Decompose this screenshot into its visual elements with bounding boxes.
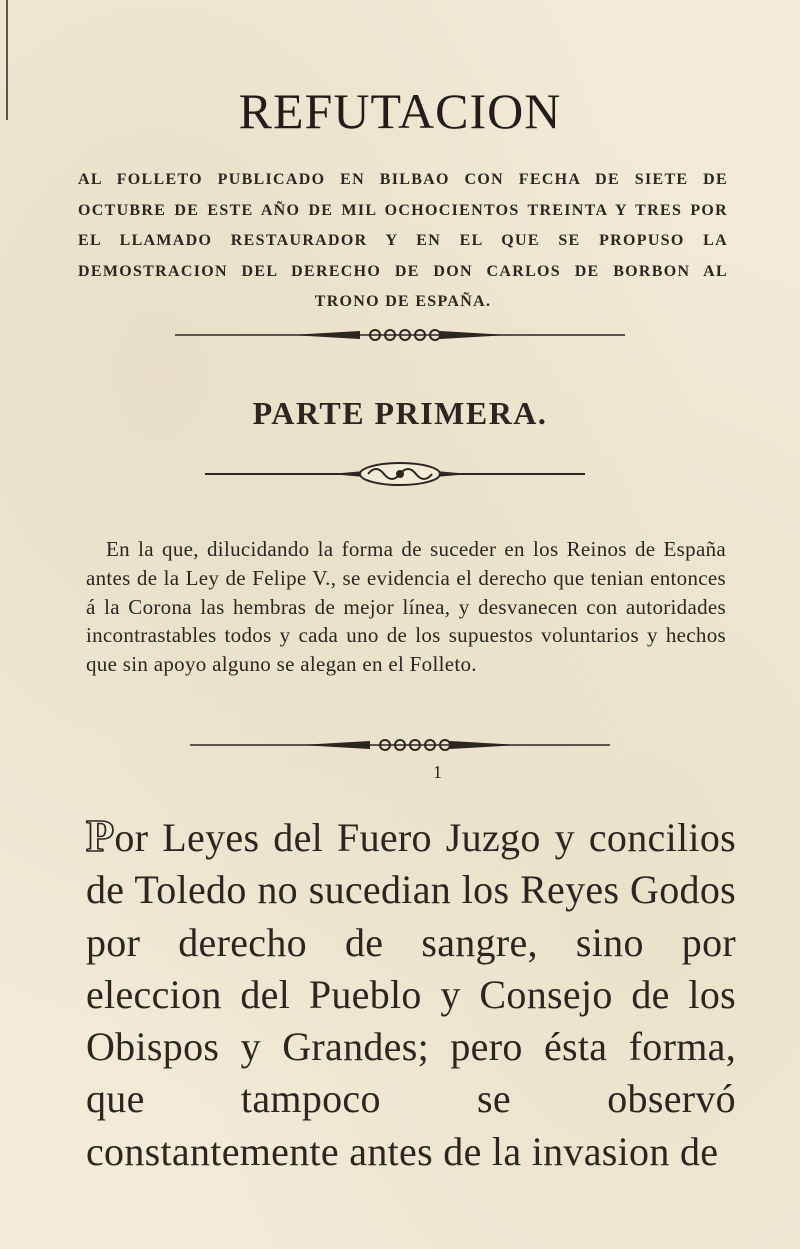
ornament-divider-bottom <box>0 735 800 755</box>
body-text <box>86 810 736 1178</box>
body-text-content: or Leyes del Fuero Juzgo y concilios de Toledo no sucedian los Reyes Godos por derecho de sangre, sino por eleccion del Pueblo y Consejo de los Obispos y Grandes; pero ésta forma, que tampoco se observó constantemente antes de la invasion de <box>86 815 736 1174</box>
ornament-divider-top <box>0 325 800 345</box>
drop-cap: P <box>86 810 115 861</box>
document-subtitle: AL FOLLETO PUBLICADO EN BILBAO CON FECHA DE SIETE DE OCTUBRE DE ESTE AÑO DE MIL OCHOCIENTOS TREINTA Y TRES POR EL LLAMADO RESTAURADOR Y EN EL QUE SE PROPUSO LA DEMOSTRACION DEL DERECHO DE DON CARLOS DE BORBON AL TRONO DE ESPAÑA. <box>78 171 728 310</box>
part-title: PARTE PRIMERA. <box>252 395 548 431</box>
document-title: REFUTACION <box>238 83 562 139</box>
signature-mark: 1 <box>433 762 442 782</box>
ornament-divider-middle <box>0 460 800 488</box>
summary-paragraph: En la que, dilucidando la forma de suceder en los Reinos de España antes de la Ley de Felipe V., se evidencia el derecho que tenian entonces á la Corona las hembras de mejor línea, y desvanecen con autoridades incontrastables todos y cada uno de los supuestos voluntarios y hechos que sin apoyo alguno se alegan en el Folleto. <box>86 537 726 677</box>
